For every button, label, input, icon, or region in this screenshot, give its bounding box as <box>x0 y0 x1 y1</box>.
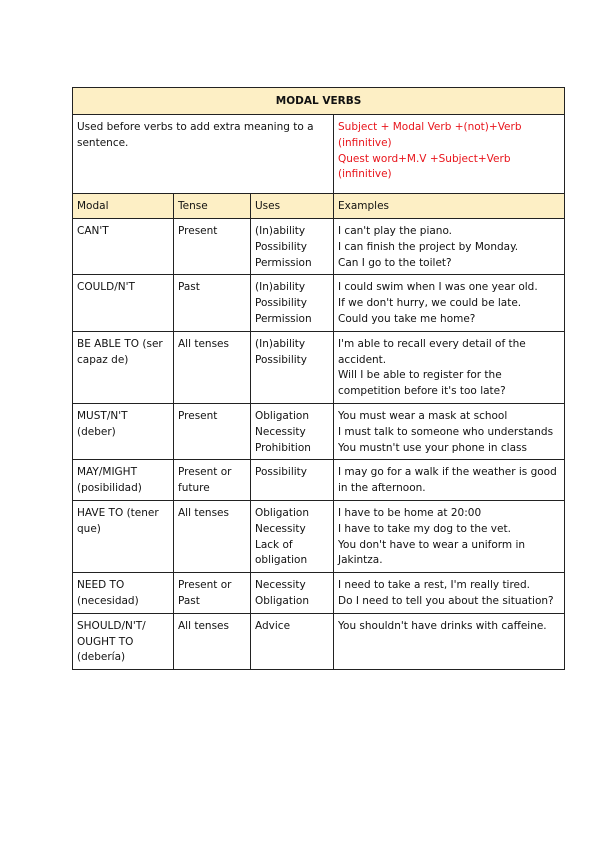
uses-cell <box>251 460 334 501</box>
example-sentence: I may go for a walk if the weather is good in the afternoon. <box>338 466 557 495</box>
use-item: Obligation <box>255 506 309 519</box>
modal-cell: MUST/N'T (deber) <box>73 403 174 459</box>
tense-cell: Past <box>174 275 251 331</box>
table-title: MODAL VERBS <box>73 88 565 115</box>
table-row <box>73 331 565 403</box>
uses-cell <box>251 613 334 669</box>
description-row <box>73 115 565 194</box>
modal-cell: SHOULD/N'T/ OUGHT TO (debería) <box>73 613 174 669</box>
example-sentence: I can finish the project by Monday. <box>338 240 519 253</box>
title-row <box>73 88 565 115</box>
description: Used before verbs to add extra meaning to a sentence. <box>73 115 334 194</box>
table-row <box>73 500 565 572</box>
example-sentence: You must wear a mask at school <box>338 409 508 422</box>
header-examples: Examples <box>334 194 565 219</box>
use-item: Permission <box>255 256 312 269</box>
use-item: Lack of obligation <box>255 538 308 567</box>
example-sentence: Can I go to the toilet? <box>338 256 452 269</box>
use-item: Advice <box>255 619 291 632</box>
tense-cell: Present or future <box>174 460 251 501</box>
example-sentence: I could swim when I was one year old. <box>338 281 538 294</box>
use-item: Possibility <box>255 240 307 253</box>
example-sentence: I can't play the piano. <box>338 225 453 237</box>
header-modal: Modal <box>73 194 174 219</box>
example-sentence: I must talk to someone who understands <box>338 425 554 438</box>
uses-cell <box>251 500 334 572</box>
question-formula: Quest word+M.V +Subject+Verb (infinitive) <box>338 152 511 181</box>
header-tense: Tense <box>174 194 251 219</box>
uses-cell <box>251 275 334 331</box>
modal-cell: BE ABLE TO (ser capaz de) <box>73 331 174 403</box>
tense-cell: Present or Past <box>174 573 251 614</box>
example-sentence: I have to take my dog to the vet. <box>338 522 511 535</box>
table-row <box>73 573 565 614</box>
examples-cell <box>334 219 565 275</box>
examples-cell <box>334 573 565 614</box>
use-item: Necessity <box>255 425 306 438</box>
use-item: (In)ability <box>255 281 306 294</box>
modal-cell: MAY/MIGHT (posibilidad) <box>73 460 174 501</box>
example-sentence: You mustn't use your phone in class <box>338 441 527 454</box>
modal-cell: COULD/N'T <box>73 275 174 331</box>
uses-cell <box>251 331 334 403</box>
use-item: Possibility <box>255 353 307 366</box>
examples-cell <box>334 275 565 331</box>
structure-formulas <box>334 115 565 194</box>
use-item: Possibility <box>255 466 307 479</box>
tense-cell: Present <box>174 219 251 275</box>
use-item: (In)ability <box>255 225 306 237</box>
example-sentence: Do I need to tell you about the situation? <box>338 594 554 607</box>
affirmative-formula: Subject + Modal Verb +(not)+Verb (infinitive) <box>338 121 522 149</box>
use-item: Prohibition <box>255 441 311 454</box>
examples-cell <box>334 500 565 572</box>
modal-cell: CAN'T <box>73 219 174 275</box>
use-item: Necessity <box>255 522 306 535</box>
use-item: (In)ability <box>255 337 306 350</box>
examples-cell <box>334 613 565 669</box>
uses-cell <box>251 219 334 275</box>
modal-cell: HAVE TO (tener que) <box>73 500 174 572</box>
examples-cell <box>334 460 565 501</box>
use-item: Obligation <box>255 409 309 422</box>
table-row <box>73 275 565 331</box>
tense-cell: All tenses <box>174 500 251 572</box>
example-sentence: I need to take a rest, I'm really tired. <box>338 579 531 592</box>
table-row <box>73 219 565 275</box>
example-sentence: You don't have to wear a uniform in Jakintza. <box>338 538 526 567</box>
uses-cell <box>251 403 334 459</box>
examples-cell <box>334 331 565 403</box>
header-uses: Uses <box>251 194 334 219</box>
tense-cell: All tenses <box>174 613 251 669</box>
table-row <box>73 613 565 669</box>
uses-cell <box>251 573 334 614</box>
use-item: Necessity <box>255 579 306 592</box>
table-row <box>73 403 565 459</box>
example-sentence: You shouldn't have drinks with caffeine. <box>338 619 547 632</box>
tense-cell: Present <box>174 403 251 459</box>
header-row <box>73 194 565 219</box>
example-sentence: I have to be home at 20:00 <box>338 506 482 519</box>
table-row <box>73 460 565 501</box>
tense-cell: All tenses <box>174 331 251 403</box>
example-sentence: Could you take me home? <box>338 312 476 325</box>
use-item: Permission <box>255 312 312 325</box>
use-item: Obligation <box>255 594 309 607</box>
example-sentence: I'm able to recall every detail of the accident. <box>338 337 526 366</box>
example-sentence: If we don't hurry, we could be late. <box>338 297 522 310</box>
modal-verbs-table <box>72 87 565 670</box>
use-item: Possibility <box>255 297 307 310</box>
example-sentence: Will I be able to register for the competition before it's too late? <box>338 369 506 398</box>
examples-cell <box>334 403 565 459</box>
modal-cell: NEED TO (necesidad) <box>73 573 174 614</box>
